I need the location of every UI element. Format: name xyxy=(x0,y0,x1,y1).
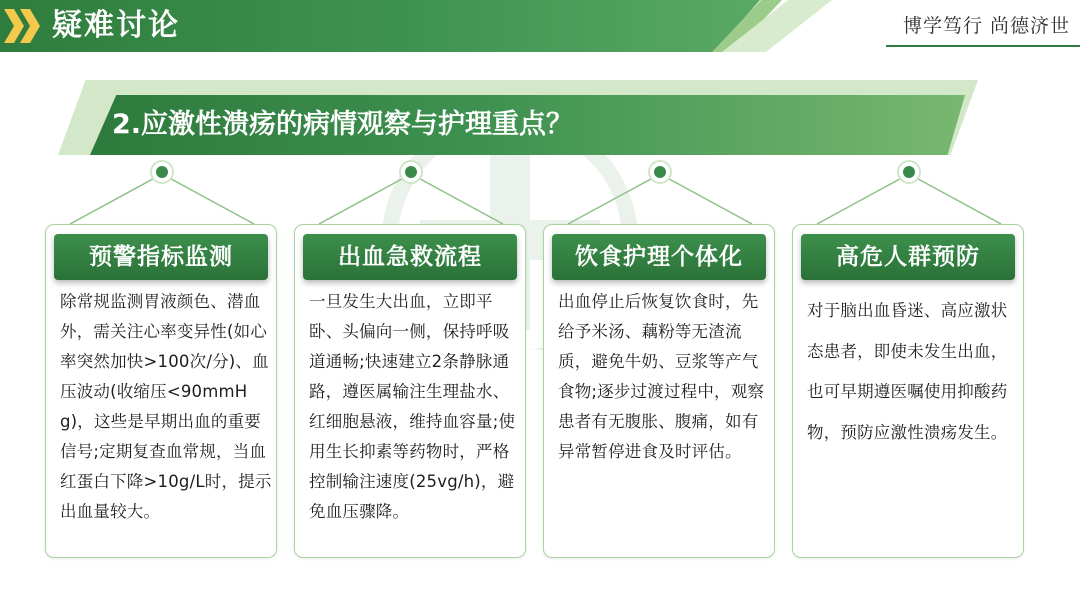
pin-icon xyxy=(400,161,422,183)
card-body: 对于脑出血昏迷、高应激状态患者，即使未发生出血，也可早期遵医嘱使用抑酸药物，预防应激性溃疡发生。 xyxy=(807,301,1008,442)
card-title: 出血急救流程 xyxy=(303,234,517,280)
card-title: 饮食护理个体化 xyxy=(552,234,766,280)
card-body: 除常规监测胃液颜色、潜血外，需关注心率变异性(如心率突然加快>100次/分)、血压波动(收缩压<90mmHg)，这些是早期出血的重要信号;定期复查血常规，当血红蛋白下降>10g/L时，提示出血量较大。 xyxy=(60,292,272,521)
card-hangers xyxy=(0,155,1080,230)
card-body: 出血停止后恢复饮食时，先给予米汤、藕粉等无渣流质，避免牛奶、豆浆等产气食物;逐步过渡过程中，观察患者有无腹胀、腹痛，如有异常暂停进食及时评估。 xyxy=(558,292,765,461)
pin-icon xyxy=(649,161,671,183)
page-title: 疑难讨论 xyxy=(52,8,180,43)
card-warning-indicators xyxy=(45,224,277,558)
section-subtitle: 2.应激性溃疡的病情观察与护理重点？ xyxy=(112,109,574,140)
card-title: 高危人群预防 xyxy=(801,234,1015,280)
double-chevron-icon xyxy=(4,9,44,43)
card-high-risk-prevention xyxy=(792,224,1024,558)
pin-icon xyxy=(151,161,173,183)
card-title: 预警指标监测 xyxy=(54,234,268,280)
motto: 博学笃行 尚德济世 xyxy=(902,15,1070,37)
card-bleeding-emergency xyxy=(294,224,526,558)
pin-icon xyxy=(898,161,920,183)
card-diet-care xyxy=(543,224,775,558)
motto-underline xyxy=(886,45,1080,47)
card-body: 一旦发生大出血，立即平卧、头偏向一侧，保持呼吸道通畅;快速建立2条静脉通路，遵医属输注生理盐水、红细胞悬液，维持血容量;使用生长抑素等药物时，严格控制输注速度(25vg/h)，避免血压骤降。 xyxy=(309,292,516,521)
